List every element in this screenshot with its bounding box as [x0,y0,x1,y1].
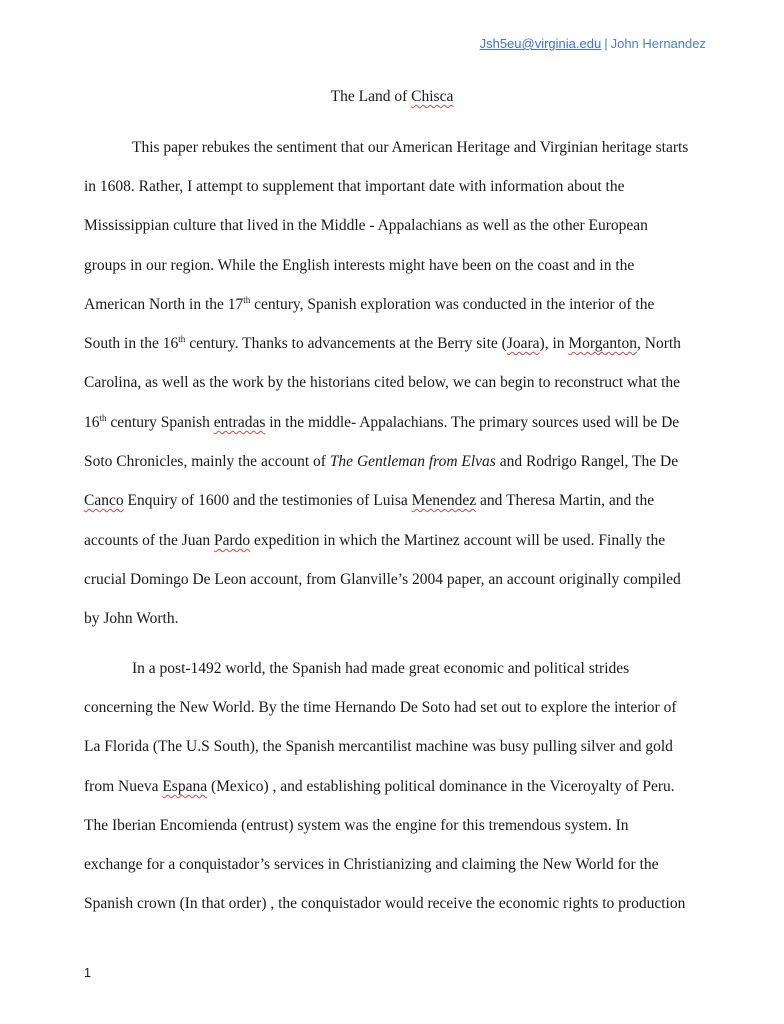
page-number: 1 [84,966,91,980]
text-line: This paper rebukes the sentiment that our American Heritage and Virginian heritage starts [132,139,689,156]
text-line: exchange for a conquistador’s services in Christianizing and claiming the New World for the [84,856,659,873]
spellcheck-word: Morganton [568,335,637,352]
document-title: The Land of Chisca [330,88,454,105]
italic-title: The Gentleman from Elvas [329,453,496,470]
text-line: Mississippian culture that lived in the Middle - Appalachians as well as the other European [84,217,648,234]
text-line: in 1608. Rather, I attempt to supplement that important date with information about the [84,178,625,195]
author-name: John Hernandez [610,36,706,51]
text-line: by John Worth. [84,610,179,627]
text-line: South in the 16th century. Thanks to advancements at the Berry site (Joara), in Morganton, North [84,333,681,352]
text-line: accounts of the Juan Pardo expedition in which the Martinez account will be used. Finally the [84,532,666,549]
text-line: Spanish crown (In that order) , the conquistador would receive the economic rights to production [84,895,686,912]
text-line: groups in our region. While the English interests might have been on the coast and in the [84,257,635,274]
spellcheck-word: entradas [213,414,266,431]
author-email-link[interactable]: Jsh5eu@virginia.edu [479,36,602,51]
page-header [480,36,706,51]
spellcheck-word: Joara [506,335,540,352]
text-line: Carolina, as well as the work by the historians cited below, we can begin to reconstruct what the [84,374,681,391]
spellcheck-word: Espana [162,778,208,795]
text-line: La Florida (The U.S South), the Spanish mercantilist machine was busy pulling silver and gold [84,738,673,755]
text-line: Soto Chronicles, mainly the account of The Gentleman from Elvas and Rodrigo Rangel, The De [84,453,679,470]
text-line: from Nueva Espana (Mexico) , and establishing political dominance in the Viceroyalty of Peru. [84,778,675,795]
header-separator: | [604,36,608,51]
spellcheck-word: Pardo [214,532,251,549]
text-line: In a post-1492 world, the Spanish had made great economic and political strides [132,660,630,677]
text-line: The Iberian Encomienda (entrust) system was the engine for this tremendous system. In [84,817,629,834]
text-line: 16th century Spanish entradas in the middle- Appalachians. The primary sources used will be De [84,412,680,431]
text-line: concerning the New World. By the time Hernando De Soto had set out to explore the interior of [84,699,677,716]
text-line: American North in the 17th century, Spanish exploration was conducted in the interior of the [84,294,655,313]
spellcheck-word: Menendez [411,492,477,509]
spellcheck-word: Chisca [411,88,454,105]
text-line: crucial Domingo De Leon account, from Glanville’s 2004 paper, an account originally compiled [84,571,681,588]
spellcheck-word: Canco [84,492,124,509]
text-line: Canco Enquiry of 1600 and the testimonies of Luisa Menendez and Theresa Martin, and the [84,492,655,509]
